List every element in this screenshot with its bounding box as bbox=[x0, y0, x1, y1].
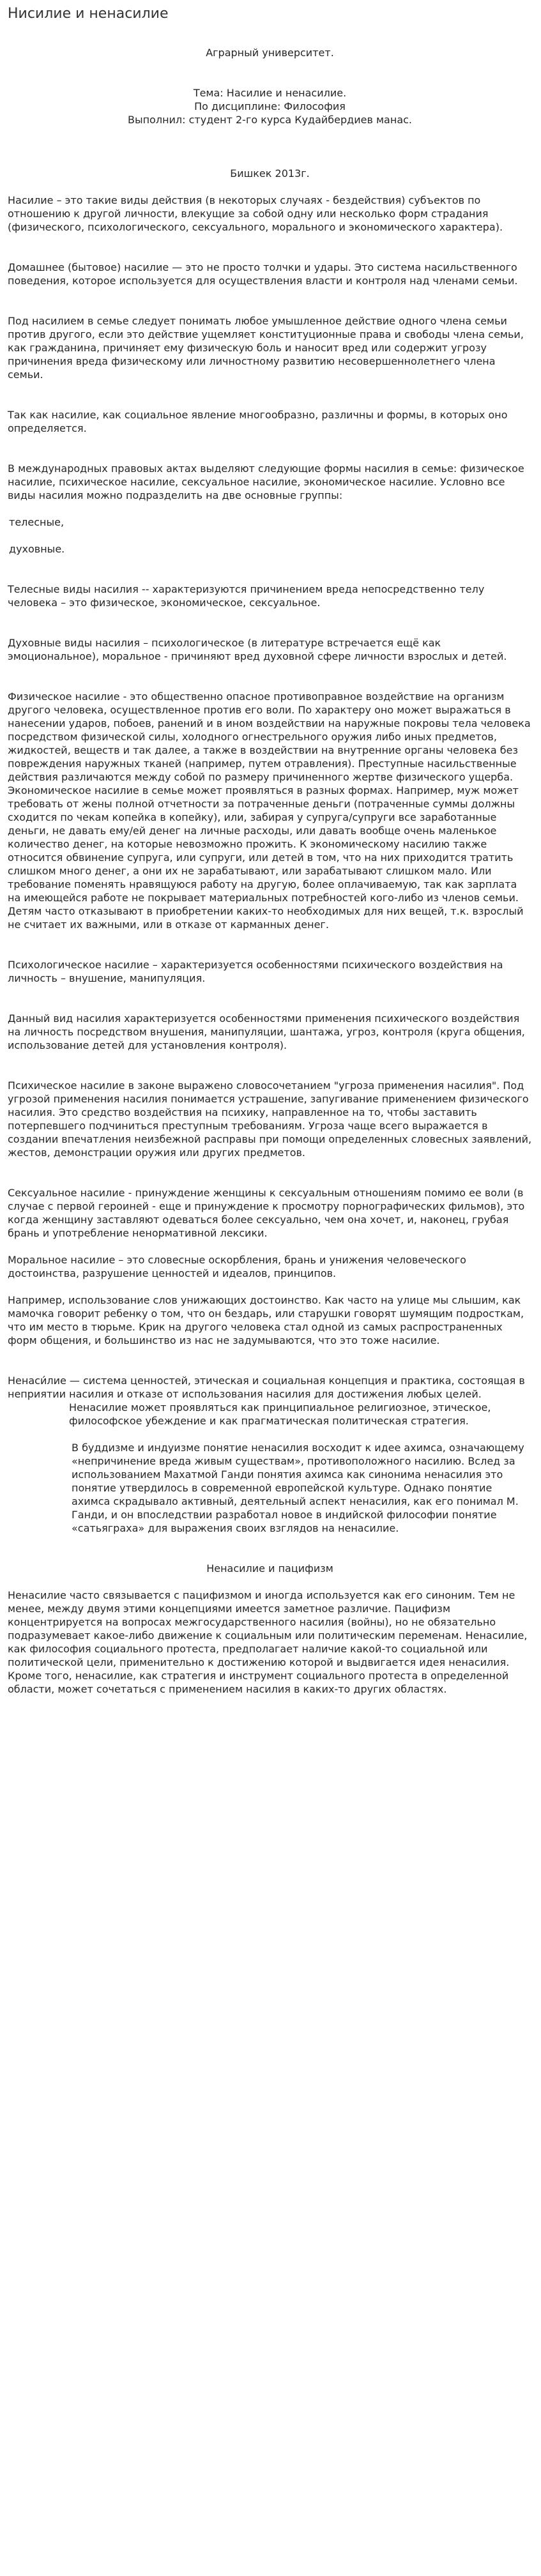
paragraph-psychological-violence: Психологическое насилие – характеризуется особенностями психического воздействия на личность – внушение, манипуляция. bbox=[8, 959, 503, 984]
paragraph-humiliating-words: Например, использование слов унижающих достоинство. Как часто на улице мы слышим, как мамочка говорит ребенку о том, что он бездарь, или старушки говорят шумящим подросткам, что им место в тюрьме. Крик на другого человека стал одной из самых распространенных форм общения, и большинство из нас не задумываются, что это тоже насилие. bbox=[8, 1294, 524, 1346]
section-heading-pacifism: Ненасилие и пацифизм bbox=[206, 1562, 333, 1574]
discipline-line: По дисциплине: Философия bbox=[194, 100, 346, 112]
paragraph-family-violence: Под насилием в семье следует понимать любое умышленное действие одного члена семьи против другого, если это действие ущемляет конституционные права и свободы члена семьи, как гражданина, причиняет ему физическую боль и наносит вред или содержит угрозу причинения вреда физическому или личностному развитию несовершеннолетнего члена семьи. bbox=[8, 315, 524, 381]
university-line: Аграрный университет. bbox=[206, 47, 334, 59]
place-year-line: Бишкек 2013г. bbox=[230, 167, 310, 179]
paragraph-mental-violence: Психическое насилие в законе выражено словосочетанием "угроза применения насилия". Под угрозой применения насилия понимается устрашение, запугивание применением физического насилия. Это средство воздействия на психику, направленное на то, чтобы заставить потерпевшего подчиниться преступным требованиям. Угроза чаще всего выражается в создании впечатления неизбежной расправы при помощи определенных словесных заявлений, жестов, демонстрации оружия или других предметов. bbox=[8, 1079, 532, 1159]
paragraph-ahimsa: В буддизме и индуизме понятие ненасилия восходит к идее ахимса, означающему «непричинение вреда живым существам», противоположного насилию. Вслед за использованием Махатмой Ганди понятия ахимса как синонима ненасилия это понятие утвердилось в современной европейской культуре. Однако понятие ахимса скрадывало активный, деятельный аспект ненасилия, как его понимал М. Ганди, и он впоследствии разработал новое в индийской философии понятие «сатьяграха» для выражения своих взглядов на ненасилие. bbox=[72, 1442, 524, 1534]
paragraph-moral-violence: Моральное насилие – это словесные оскорбления, брань и унижения человеческого достоинства, разрушение ценностей и идеалов, принципов. bbox=[8, 1254, 466, 1279]
list-item-bodily: телесные, bbox=[9, 516, 65, 528]
paragraph-definition: Насилие – это такие виды действия (в некоторых случаях - бездействия) субъектов по отношению к другой личности, влекущие за собой одну или несколько форм страдания (физического, психологического, сексуального, морального и экономического характера). bbox=[8, 194, 503, 233]
paragraph-nonviolence-forms: Ненасилие может проявляться как принципиальное религиозное, этическое, философское убеждение и как прагматическая политическая стратегия. bbox=[69, 1401, 491, 1427]
paragraph-international-acts: В международных правовых актах выделяют следующие формы насилия в семье: физическое насилие, психическое насилие, сексуальное насилие, экономическое насилие. Условно все виды насилия можно подразделить на две основные группы: bbox=[8, 462, 524, 501]
paragraph-forms: Так как насилие, как социальное явление многообразно, различны и формы, в которых оно определяется. bbox=[8, 409, 508, 434]
paragraph-domestic-violence: Домашнее (бытовое) насилие — это не просто толчки и удары. Это система насильственного поведения, которое используется для осуществления власти и контроля над членами семьи. bbox=[8, 261, 518, 287]
paragraph-bodily-types: Телесные виды насилия -- характеризуются причинением вреда непосредственно телу человека – это физическое, экономическое, сексуальное. bbox=[8, 583, 485, 609]
paragraph-economic-violence: Экономическое насилие в семье может проявляться в разных формах. Например, муж может требовать от жены полной отчетности за потраченные деньги (потраченные суммы должны сходится по чекам копейка в копейку), или, забирая у супруга/супруги все заработанные деньги, не давать ему/ей денег на личные расходы, или давать вообще очень маленькое количество денег, на которые невозможно прожить. К экономическому насилию также относится обвинение супруга, или супруги, или детей в том, что на них приходится тратить слишком много денег, а они их не зарабатывают, или зарабатывают слишком мало. Или требование поменять нравящуюся работу на другую, более оплачиваемую, так как зарплата на имеющейся работе не покрывает материальных потребностей кого-либо из членов семьи. Детям часто отказывают в приобретении каких-то необходимых для них вещей, т.к. взрослый не считает их важными, или в отказе от карманных денег. bbox=[8, 784, 524, 931]
list-item-spiritual: духовные. bbox=[9, 543, 65, 555]
topic-line: Тема: Насилие и ненасилие. bbox=[193, 87, 347, 99]
paragraph-physical-violence: Физическое насилие - это общественно опасное противоправное воздействие на организм другого человека, осуществленное против его воли. По характеру оно может выражаться в нанесении ударов, побоев, ранений и в ином воздействии на наружные покровы тела человека посредством физической силы, холодного огнестрельного оружия либо иных предметов, жидкостей, веществ и так далее, а также в воздействии на внутренние органы человека без повреждения наружных тканей (например, путем отравления). Преступные насильственные действия различаются между собой по размеру причиненного жертве физического ущерба. bbox=[8, 690, 531, 783]
paragraph-sexual-violence: Сексуальное насилие - принуждение женщины к сексуальным отношениям помимо ее воли (в случае с первой героиней - еще и принуждение к просмотру порнографических фильмов), это когда женщину заставляют одеваться более сексуально, чем она хочет, и, наконец, грубая брань и употребление ненормативной лексики. bbox=[8, 1187, 525, 1239]
paragraph-pacifism: Ненасилие часто связывается с пацифизмом и иногда используется как его синоним. Тем не менее, между двумя этими концепциями имеется заметное различие. Пацифизм концентрируется на вопросах межгосударственного насилия (войны), но не обязательно подразумевает какое-либо движение к социальным или политическим переменам. Ненасилие, как философия социального протеста, предполагает наличие какой-то социальной или политической цели, применительно к достижению которой и выдвигается идея ненасилия. Кроме того, ненасилие, как стратегия и инструмент социального протеста в определенной области, может сочетаться с применением насилия в каких-то других областях. bbox=[8, 1589, 528, 1695]
paragraph-manipulation: Данный вид насилия характеризуется особенностями применения психического воздействия на личность посредством внушения, манипуляции, шантажа, угроз, контроля (круга общения, использование детей для установления контроля). bbox=[8, 1012, 525, 1051]
author-line: Выполнил: студент 2-го курса Кудайбердиев манас. bbox=[127, 114, 413, 126]
paragraph-spiritual-types: Духовные виды насилия – психологическое (в литературе встречается ещё как эмоциональное), моральное - причиняют вред духовной сфере личности взрослых и детей. bbox=[8, 637, 507, 662]
paragraph-nonviolence-definition: Ненаси́лие — система ценностей, этическая и социальная концепция и практика, состоящая в неприятии насилия и отказе от использования насилия для достижения любых целей. bbox=[8, 1375, 525, 1400]
document-title: Нисилие и ненасилие bbox=[8, 6, 169, 22]
